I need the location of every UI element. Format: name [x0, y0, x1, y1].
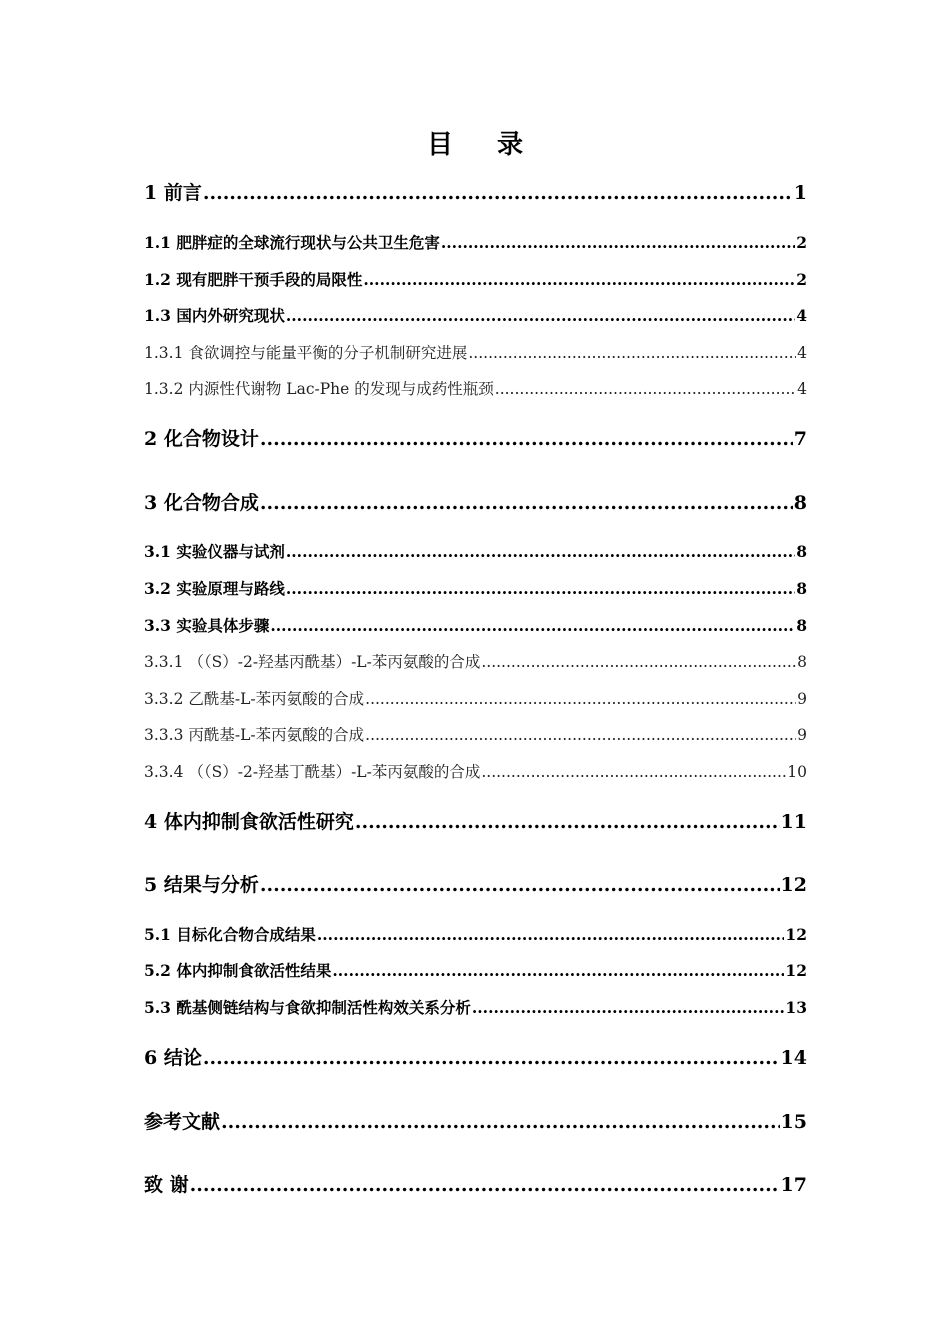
toc-entry-label: 3.2 实验原理与路线	[144, 579, 285, 598]
toc-entry[interactable]	[144, 923, 807, 945]
leader-dots	[190, 1174, 780, 1196]
toc-title: 目录	[426, 130, 567, 160]
leader-dots	[317, 925, 785, 944]
toc-entry[interactable]	[144, 268, 807, 290]
toc-entry-page: 4	[797, 344, 807, 362]
toc-entry-label: 3 化合物合成	[144, 492, 259, 514]
leader-dots	[270, 616, 795, 635]
toc-entry[interactable]	[144, 1043, 807, 1070]
toc-entry-page: 8	[797, 653, 807, 671]
toc-entry-page: 7	[793, 428, 807, 450]
toc-entry-label: 5.3 酰基侧链结构与食欲抑制活性构效关系分析	[144, 998, 471, 1017]
toc-entry-page: 14	[780, 1047, 807, 1069]
toc-entry[interactable]	[144, 178, 807, 205]
toc-entry-page: 9	[797, 726, 807, 744]
toc-entry[interactable]	[144, 304, 807, 326]
toc-entry[interactable]	[144, 614, 807, 636]
toc-entry[interactable]	[144, 687, 807, 709]
toc-entry[interactable]	[144, 650, 807, 672]
leader-dots	[481, 653, 796, 671]
leader-dots	[260, 492, 793, 514]
toc-entry-page: 15	[780, 1111, 807, 1133]
toc-entry-page: 12	[785, 925, 807, 944]
toc-entry-page: 17	[780, 1174, 807, 1196]
leader-dots	[286, 542, 795, 561]
toc-entry-label: 3.3.1 （（S）-2-羟基丙酰基）-L-苯丙氨酸的合成	[144, 653, 481, 671]
toc-entry-label: 4 体内抑制食欲活性研究	[144, 811, 354, 833]
toc-entry[interactable]	[144, 488, 807, 515]
leader-dots	[332, 961, 784, 980]
toc-entry-label: 1.2 现有肥胖干预手段的局限性	[144, 270, 363, 289]
toc-entry[interactable]	[144, 540, 807, 562]
toc-entry[interactable]	[144, 807, 807, 834]
toc-entry-label: 参考文献	[144, 1111, 221, 1133]
toc-entry-label: 1.3.1 食欲调控与能量平衡的分子机制研究进展	[144, 344, 468, 362]
leader-dots	[355, 811, 780, 833]
leader-dots	[363, 270, 795, 289]
leader-dots	[260, 428, 793, 450]
toc-entry-label: 5 结果与分析	[144, 874, 259, 896]
leader-dots	[472, 998, 785, 1017]
toc-entry[interactable]	[144, 577, 807, 599]
toc-entry[interactable]	[144, 959, 807, 981]
toc-entry-page: 8	[796, 579, 807, 598]
leader-dots	[495, 380, 796, 398]
toc-entry-page: 11	[780, 811, 807, 833]
toc-entry-page: 8	[796, 542, 807, 561]
toc-entry[interactable]	[144, 870, 807, 897]
leader-dots	[221, 1111, 780, 1133]
toc-entry[interactable]	[144, 377, 807, 399]
toc-entry-label: 5.1 目标化合物合成结果	[144, 925, 316, 944]
toc-entry-page: 12	[780, 874, 807, 896]
leader-dots	[260, 874, 780, 896]
toc-entry[interactable]	[144, 1107, 807, 1134]
toc-entry-label: 3.3 实验具体步骤	[144, 616, 270, 635]
toc-entry-label: 1.1 肥胖症的全球流行现状与公共卫生危害	[144, 233, 440, 252]
toc-entry[interactable]	[144, 424, 807, 451]
toc-entry-page: 1	[793, 182, 807, 204]
toc-entry[interactable]	[144, 760, 807, 782]
leader-dots	[286, 306, 795, 325]
toc-entry-label: 1.3.2 内源性代谢物 Lac-Phe 的发现与成药性瓶颈	[144, 380, 494, 398]
leader-dots	[441, 233, 795, 252]
toc-entry-label: 5.2 体内抑制食欲活性结果	[144, 961, 332, 980]
toc-entry-page: 4	[797, 380, 807, 398]
toc-entry-label: 3.3.4 （（S）-2-羟基丁酰基）-L-苯丙氨酸的合成	[144, 763, 481, 781]
toc-entry-page: 2	[796, 270, 807, 289]
toc-entry-page: 10	[787, 763, 807, 781]
toc-entry-page: 8	[793, 492, 807, 514]
toc-entry[interactable]	[144, 231, 807, 253]
leader-dots	[286, 579, 795, 598]
toc-entry-label: 1 前言	[144, 182, 202, 204]
toc-entry[interactable]	[144, 996, 807, 1018]
toc-entry-label: 1.3 国内外研究现状	[144, 306, 285, 325]
toc-entry-label: 2 化合物设计	[144, 428, 259, 450]
toc-entry[interactable]	[144, 723, 807, 745]
toc-entry-label: 3.3.2 乙酰基-L-苯丙氨酸的合成	[144, 690, 365, 708]
leader-dots	[203, 182, 793, 204]
toc-entry-label: 3.1 实验仪器与试剂	[144, 542, 285, 561]
toc-entry-page: 2	[796, 233, 807, 252]
toc-entry-page: 12	[785, 961, 807, 980]
toc-entry[interactable]	[144, 1170, 807, 1197]
toc-entry-page: 4	[796, 306, 807, 325]
leader-dots	[481, 763, 786, 781]
leader-dots	[468, 344, 796, 362]
toc-entry-page: 9	[797, 690, 807, 708]
toc-entry-page: 8	[796, 616, 807, 635]
toc-entry[interactable]	[144, 341, 807, 363]
leader-dots	[203, 1047, 780, 1069]
leader-dots	[365, 690, 796, 708]
leader-dots	[365, 726, 796, 744]
toc-entry-label: 致 谢	[144, 1174, 189, 1196]
toc-entry-label: 6 结论	[144, 1047, 202, 1069]
toc-entry-label: 3.3.3 丙酰基-L-苯丙氨酸的合成	[144, 726, 365, 744]
toc-entry-page: 13	[785, 998, 807, 1017]
